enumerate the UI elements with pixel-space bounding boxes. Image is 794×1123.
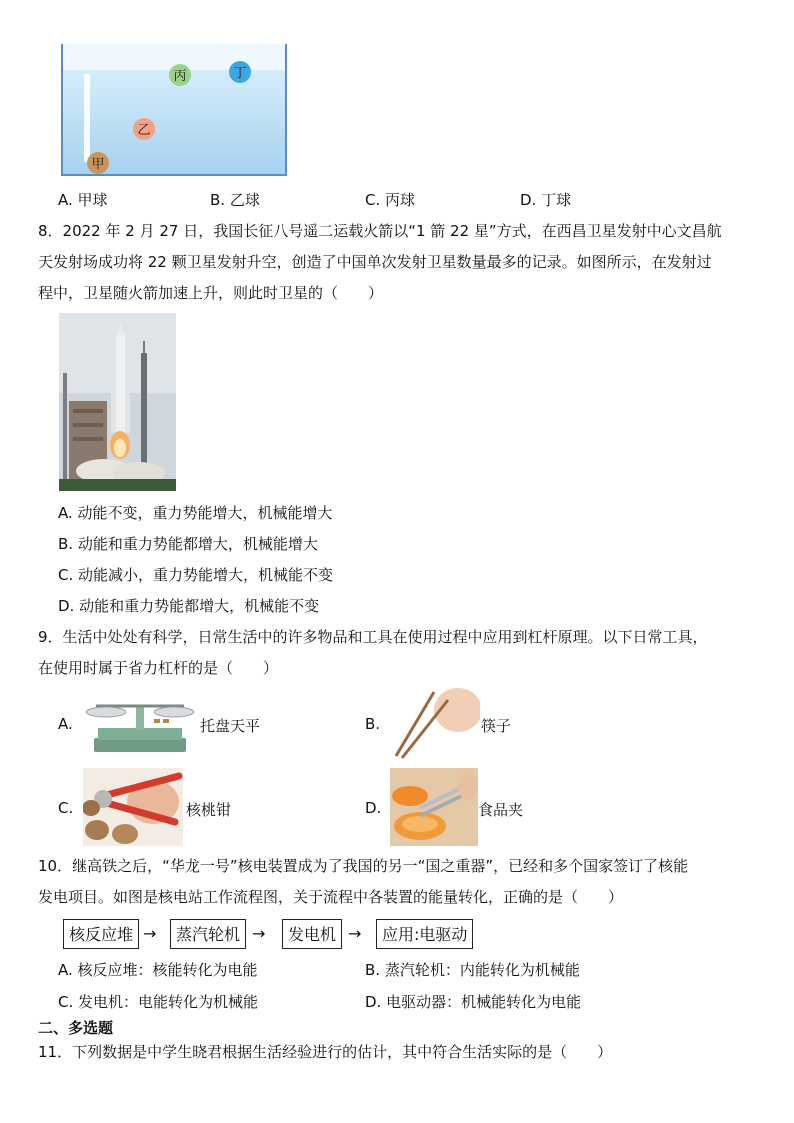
section-heading: 二、多选题 bbox=[38, 1019, 114, 1037]
q9-option-c-label: 核桃钳 bbox=[186, 801, 232, 819]
ball-bing bbox=[169, 64, 191, 86]
q8-option-d: D. 动能和重力势能都增大，机械能不变 bbox=[58, 597, 320, 615]
svg-text:乙: 乙 bbox=[137, 123, 151, 138]
q9-option-b-label: 筷子 bbox=[481, 717, 512, 735]
q10-option-c: C. 发电机：电能转化为机械能 bbox=[58, 993, 259, 1011]
flow-box-generator: 发电机 bbox=[282, 919, 342, 949]
flow-arrow-icon: → bbox=[252, 924, 266, 943]
q10-stem-line1: 10．继高铁之后，“华龙一号”核电装置成为了我国的另一“国之重器”，已经和多个国家签订了核能 bbox=[38, 857, 689, 875]
q7-option-c: C. 丙球 bbox=[365, 191, 416, 209]
q7-option-d: D. 丁球 bbox=[520, 191, 572, 209]
q8-option-a: A. 动能不变，重力势能增大，机械能增大 bbox=[58, 504, 333, 522]
q7-option-b: B. 乙球 bbox=[210, 191, 260, 209]
flow-arrow-icon: → bbox=[348, 924, 362, 943]
q8-stem-line1: 8．2022 年 2 月 27 日，我国长征八号遥二运载火箭以“1 箭 22 星”方式，在西昌卫星发射中心文昌航 bbox=[38, 222, 722, 240]
rocket-launch-photo bbox=[59, 313, 176, 491]
q10-option-d: D. 电驱动器：机械能转化为电能 bbox=[365, 993, 582, 1011]
q8-option-c: C. 动能减小，重力势能增大，机械能不变 bbox=[58, 566, 334, 584]
svg-text:丙: 丙 bbox=[173, 69, 187, 84]
q9-option-d-letter: D. bbox=[365, 799, 382, 817]
q9-option-d-label: 食品夹 bbox=[478, 801, 524, 819]
q9-stem-line1: 9．生活中处处有科学，日常生活中的许多物品和工具在使用过程中应用到杠杆原理。以下日常工具， bbox=[38, 628, 708, 646]
nutcracker-image bbox=[83, 768, 183, 846]
ball-ding bbox=[229, 61, 251, 83]
ball-jia bbox=[87, 152, 109, 174]
q9-stem-line2: 在使用时属于省力杠杆的是（ ） bbox=[38, 659, 279, 677]
flow-box-turbine: 蒸汽轮机 bbox=[170, 919, 246, 949]
svg-text:丁: 丁 bbox=[233, 66, 247, 81]
q10-option-a: A. 核反应堆：核能转化为电能 bbox=[58, 961, 258, 979]
flow-box-application: 应用:电驱动 bbox=[376, 919, 473, 949]
balance-scale-image bbox=[84, 692, 196, 756]
flow-box-reactor: 核反应堆 bbox=[63, 919, 139, 949]
q8-stem-line2: 天发射场成功将 22 颗卫星发射升空，创造了中国单次发射卫星数量最多的记录。如图所示，在发射过 bbox=[38, 253, 712, 271]
q11-stem-line1: 11．下列数据是中学生晓君根据生活经验进行的估计，其中符合生活实际的是（ ） bbox=[38, 1043, 613, 1061]
food-tongs-image bbox=[390, 768, 478, 846]
q9-option-b-letter: B. bbox=[365, 715, 381, 733]
q9-option-a-label: 托盘天平 bbox=[200, 717, 261, 735]
flow-arrow-icon: → bbox=[143, 924, 157, 943]
q8-option-b: B. 动能和重力势能都增大，机械能增大 bbox=[58, 535, 318, 553]
q10-stem-line2: 发电项目。如图是核电站工作流程图，关于流程中各装置的能量转化，正确的是（ ） bbox=[38, 888, 624, 906]
q9-option-a-letter: A. bbox=[58, 715, 73, 733]
chopsticks-image bbox=[390, 688, 480, 760]
water-tank-figure bbox=[60, 44, 290, 178]
q7-option-a: A. 甲球 bbox=[58, 191, 108, 209]
q8-stem-line3: 程中，卫星随火箭加速上升，则此时卫星的（ ） bbox=[38, 284, 384, 302]
q10-option-b: B. 蒸汽轮机：内能转化为机械能 bbox=[365, 961, 580, 979]
ball-yi bbox=[133, 118, 155, 140]
svg-text:甲: 甲 bbox=[91, 157, 105, 172]
q9-option-c-letter: C. bbox=[58, 799, 74, 817]
